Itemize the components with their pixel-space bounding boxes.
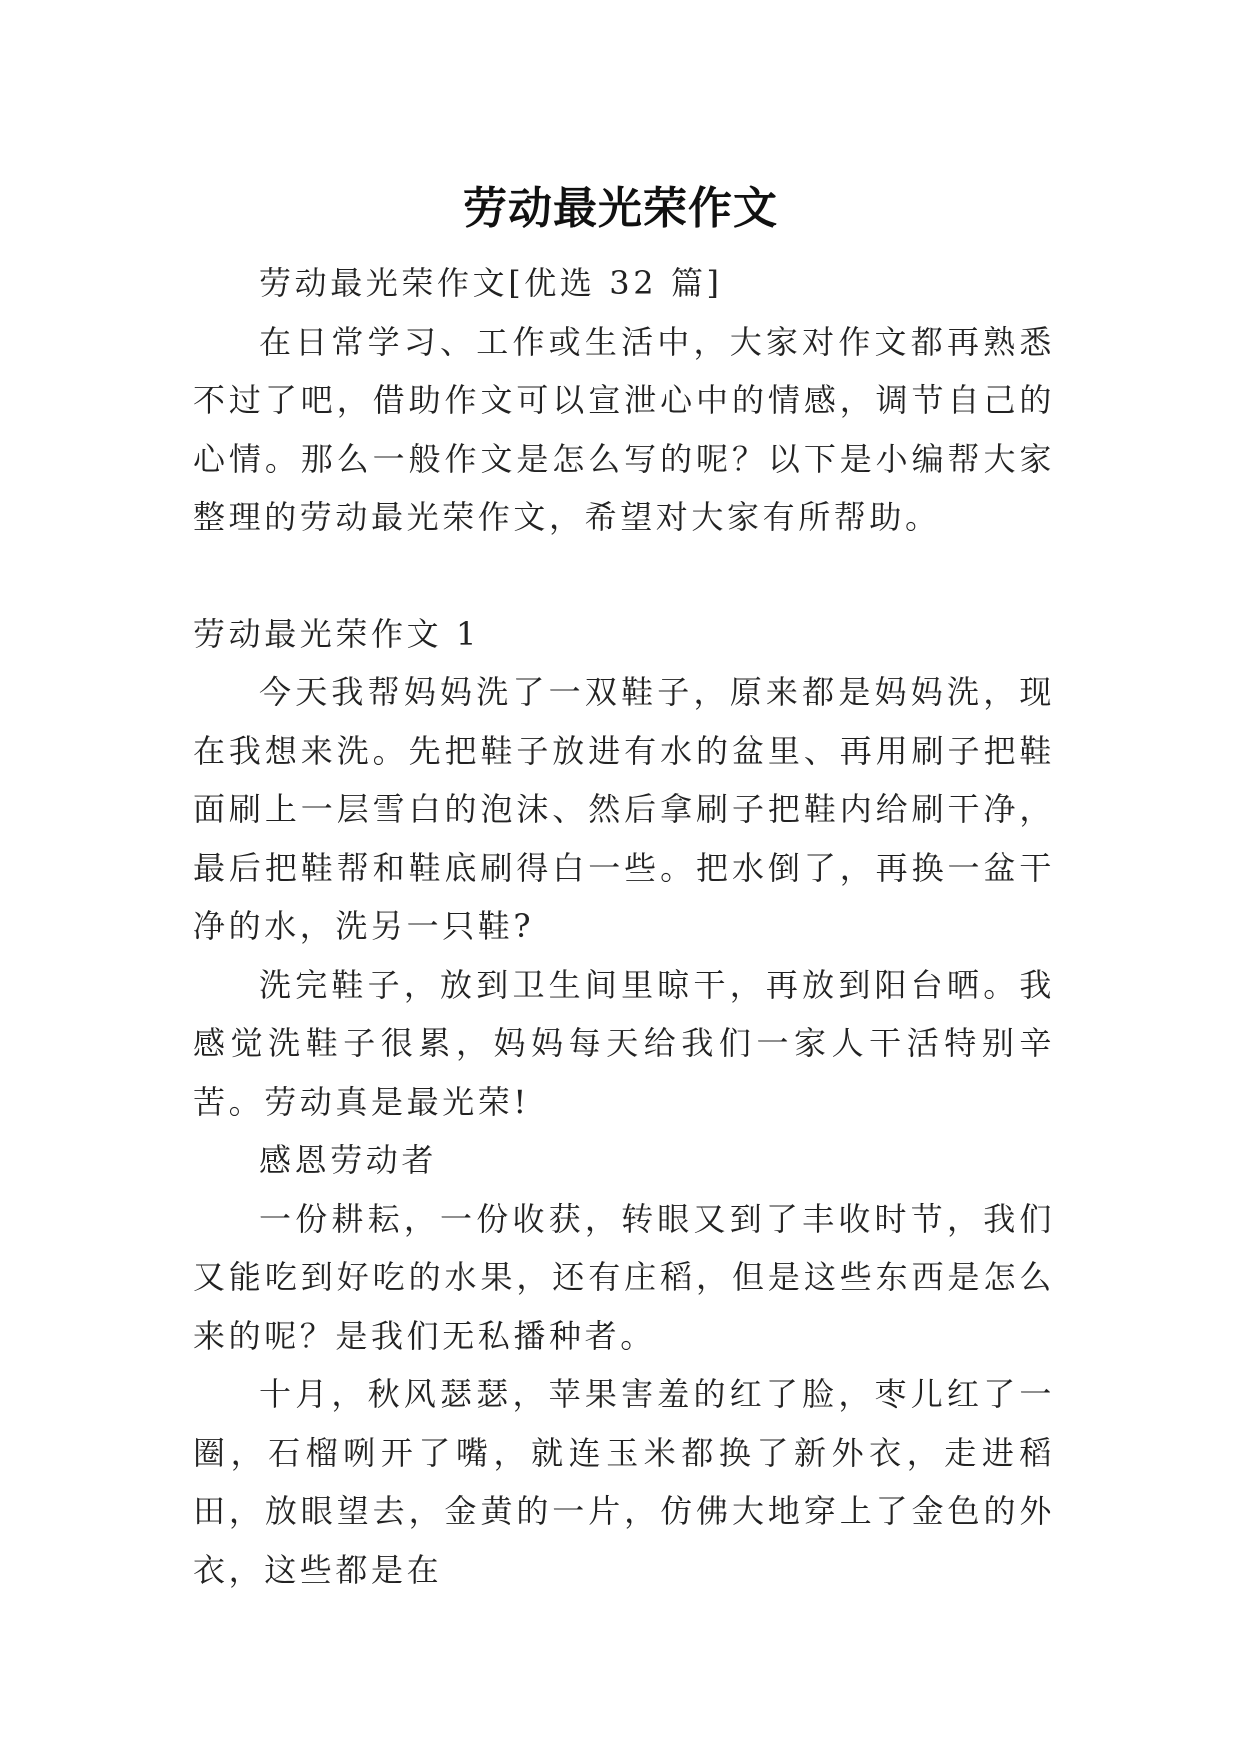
- section-2-paragraph-2: 十月，秋风瑟瑟，苹果害羞的红了脸，枣儿红了一圈，石榴咧开了嘴，就连玉米都换了新外衣，走进稻田，放眼望去，金黄的一片，仿佛大地穿上了金色的外衣，这些都是在: [193, 1375, 1055, 1589]
- document-subtitle: 劳动最光荣作文[优选 32 篇]: [259, 264, 723, 302]
- section-2-heading: 感恩劳动者: [259, 1141, 438, 1179]
- section-1-paragraph-1: 今天我帮妈妈洗了一双鞋子，原来都是妈妈洗，现在我想来洗。先把鞋子放进有水的盆里、再用刷子把鞋面刷上一层雪白的泡沫、然后拿刷子把鞋内给刷干净，最后把鞋帮和鞋底刷得白一些。把水倒了，再换一盆干净的水，洗另一只鞋?: [193, 673, 1055, 945]
- document-body: [193, 254, 1055, 1599]
- intro-paragraph: 在日常学习、工作或生活中，大家对作文都再熟悉不过了吧，借助作文可以宣泄心中的情感，调节自己的心情。那么一般作文是怎么写的呢？以下是小编帮大家整理的劳动最光荣作文，希望对大家有所帮助。: [193, 322, 1055, 536]
- section-2-paragraph-1: 一份耕耘，一份收获，转眼又到了丰收时节，我们又能吃到好吃的水果，还有庄稻，但是这些东西是怎么来的呢？是我们无私播种者。: [193, 1199, 1055, 1355]
- section-1-heading: 劳动最光荣作文 1: [193, 614, 480, 653]
- document-title: 劳动最光荣作文: [463, 183, 778, 235]
- section-1-paragraph-2: 洗完鞋子，放到卫生间里晾干，再放到阳台晒。我感觉洗鞋子很累，妈妈每天给我们一家人干活特别辛苦。劳动真是最光荣!: [193, 965, 1055, 1121]
